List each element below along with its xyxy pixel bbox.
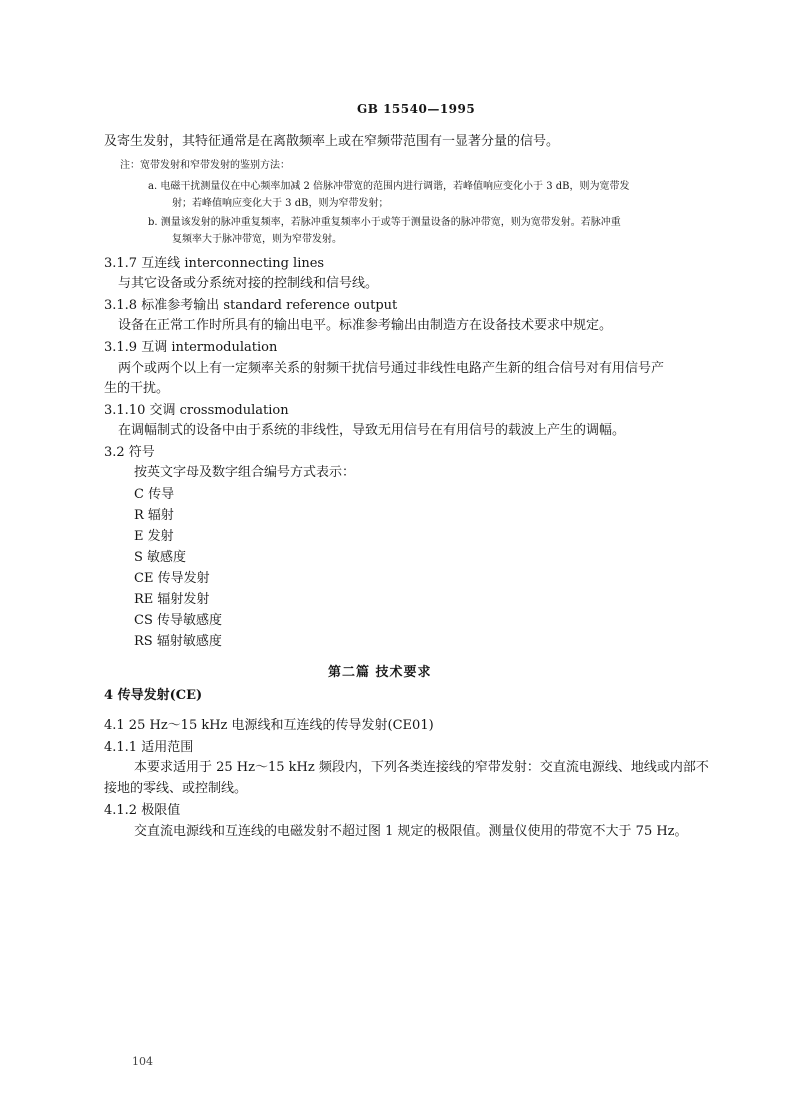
part-title: 第二篇 技术要求 [328,665,432,680]
text-line: 与其它设备或分系统对接的控制线和信号线。 [118,276,379,291]
section-heading-4-1-2: 4.1.2 极限值 [104,803,181,818]
section-heading-3-1-10: 3.1.10 交调 crossmodulation [104,403,289,418]
text-line: 接地的零线、或控制线。 [104,781,248,796]
page-header: GB 15540—1995 [357,102,476,116]
text-line: 按英文字母及数字组合编号方式表示： [134,465,356,480]
text-line: 及寄生发射，其特征通常是在离散频率上或在窄频带范围有一显著分量的信号。 [104,134,560,149]
text-line: 交直流电源线和互连线的电磁发射不超过图 1 规定的极限值。测量仪使用的带宽不大于 75 Hz。 [134,824,688,839]
section-heading-3-1-7: 3.1.7 互连线 interconnecting lines [104,256,325,271]
text-line: 两个或两个以上有一定频率关系的射频干扰信号通过非线性电路产生新的组合信号对有用信号产 [118,361,665,376]
symbol-item: E 发射 [134,529,174,544]
symbol-item: R 辐射 [134,508,174,523]
section-heading-3-1-8: 3.1.8 标准参考输出 standard reference output [104,298,398,313]
note-item-a: a. 电磁干扰测量仪在中心频率加减 2 倍脉冲带宽的范围内进行调谐，若峰值响应变化小于 3 dB，则为宽带发 [148,181,630,192]
section-heading-4-1: 4.1 25 Hz～15 kHz 电源线和互连线的传导发射(CE01) [104,718,434,733]
symbol-item: S 敏感度 [134,550,187,565]
section-heading-3-2: 3.2 符号 [104,445,155,460]
note-label: 注：宽带发射和窄带发射的鉴别方法： [120,160,290,171]
text-line: 在调幅制式的设备中由于系统的非线性，导致无用信号在有用信号的载波上产生的调幅。 [118,423,626,438]
text-line: 生的干扰。 [104,381,170,396]
section-heading-4-1-1: 4.1.1 适用范围 [104,740,194,755]
section-heading-3-1-9: 3.1.9 互调 intermodulation [104,340,278,355]
note-item-b-cont: 复频率大于脉冲带宽，则为窄带发射。 [172,234,342,245]
chapter-heading-4: 4 传导发射(CE) [104,688,203,703]
symbol-item: RS 辐射敏感度 [134,634,222,649]
symbol-item: CE 传导发射 [134,571,210,586]
note-item-a-cont: 射；若峰值响应变化大于 3 dB，则为窄带发射； [172,198,389,209]
page-number: 104 [132,1055,153,1068]
text-line: 设备在正常工作时所具有的输出电平。标准参考输出由制造方在设备技术要求中规定。 [118,318,613,333]
symbol-item: C 传导 [134,487,175,502]
text-line: 本要求适用于 25 Hz～15 kHz 频段内，下列各类连接线的窄带发射：交直流电源线、地线或内部不 [134,760,709,775]
symbol-item: CS 传导敏感度 [134,613,222,628]
note-item-b: b. 测量该发射的脉冲重复频率，若脉冲重复频率小于或等于测量设备的脉冲带宽，则为宽带发射。若脉冲重 [148,217,621,228]
symbol-item: RE 辐射发射 [134,592,210,607]
